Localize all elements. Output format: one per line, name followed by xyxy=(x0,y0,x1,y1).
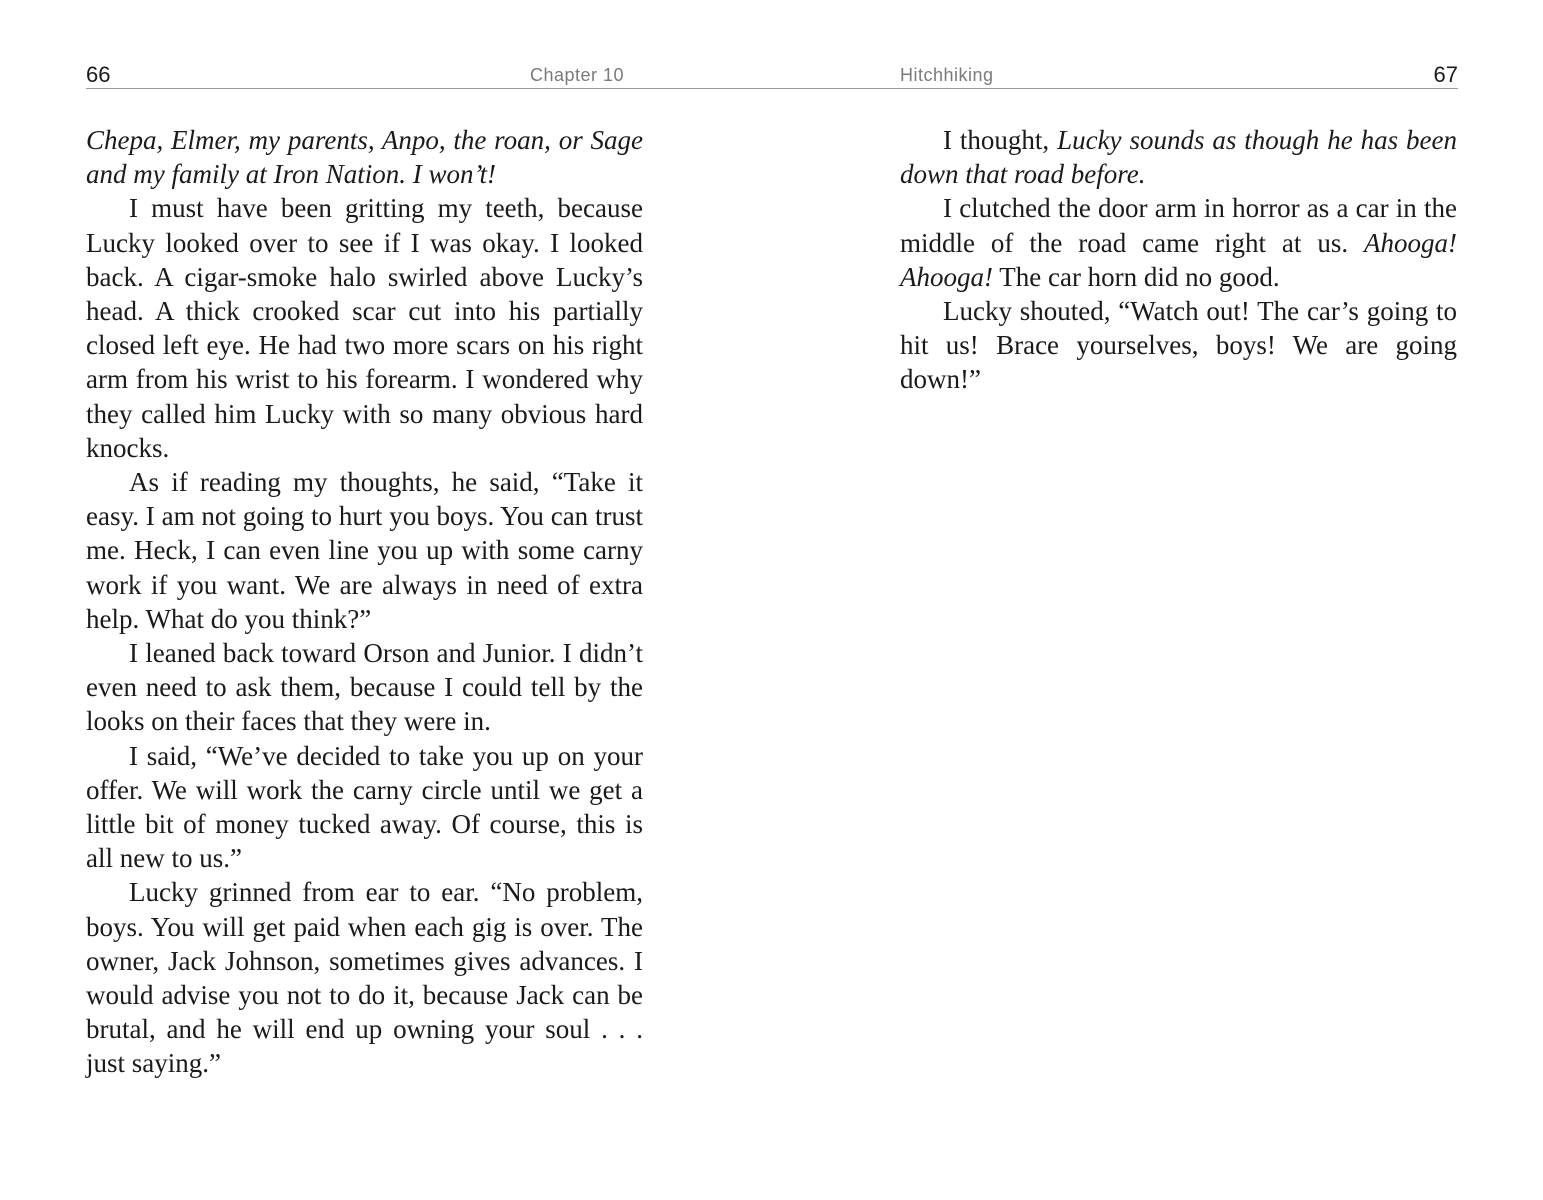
right-page-number: 67 xyxy=(1433,62,1458,87)
left-page-number: 66 xyxy=(86,62,111,87)
right-page-text xyxy=(900,123,1457,397)
paragraph xyxy=(900,294,1457,397)
paragraph xyxy=(86,739,643,876)
text-run: I must have been gritting my teeth, because Lucky looked over to see if I was okay. I looked back. A cigar-smoke halo swirled above Lucky’s head. A thick crooked scar cut into his partially closed left eye. He had two more scars on his right arm from his wrist to his forearm. I wondered why they called him Lucky with so many obvious hard knocks. xyxy=(86,193,643,463)
paragraph xyxy=(86,191,643,465)
paragraph xyxy=(900,123,1457,191)
header-rule xyxy=(86,88,1458,89)
text-run: I said, “We’ve decided to take you up on your offer. We will work the carny circle until we get a little bit of money tucked away. Of course, this is all new to us.” xyxy=(86,740,643,874)
left-page-text xyxy=(86,123,643,1081)
paragraph xyxy=(86,123,643,191)
text-run: Lucky grinned from ear to ear. “No problem, boys. You will get paid when each gig is over. The owner, Jack Johnson, sometimes gives advances. I would advise you not to do it, because Jack can be brutal, and he will end up owning your soul . . . just saying.” xyxy=(86,877,643,1079)
text-run: I thought, xyxy=(943,125,1058,155)
italic-text: Lucky sounds as though he has been down that road before. xyxy=(900,125,1458,190)
right-running-head: Hitchhiking xyxy=(900,65,994,85)
paragraph xyxy=(900,191,1457,294)
text-run: Lucky shouted, “Watch out! The car’s going to hit us! Brace yourselves, boys! We are going down!” xyxy=(900,296,1457,395)
paragraph xyxy=(86,875,643,1080)
text-run: As if reading my thoughts, he said, “Take it easy. I am not going to hurt you boys. You can trust me. Heck, I can even line you up with some carny work if you want. We are always in need of extra help. What do you think?” xyxy=(86,467,643,634)
italic-text: Ahooga! Ahooga! xyxy=(900,227,1457,292)
text-run: I leaned back toward Orson and Junior. I didn’t even need to ask them, because I could tell by the looks on their faces that they were in. xyxy=(86,638,643,737)
text-run: The car horn did no good. xyxy=(992,261,1280,292)
italic-text: Chepa, Elmer, my parents, Anpo, the roan, or Sage and my family at Iron Nation. I won’t! xyxy=(86,125,643,190)
left-running-head: Chapter 10 xyxy=(530,65,625,85)
paragraph xyxy=(86,636,643,739)
text-run: I clutched the door arm in horror as a car in the middle of the road came right at us. xyxy=(900,193,1457,258)
paragraph xyxy=(86,465,643,636)
